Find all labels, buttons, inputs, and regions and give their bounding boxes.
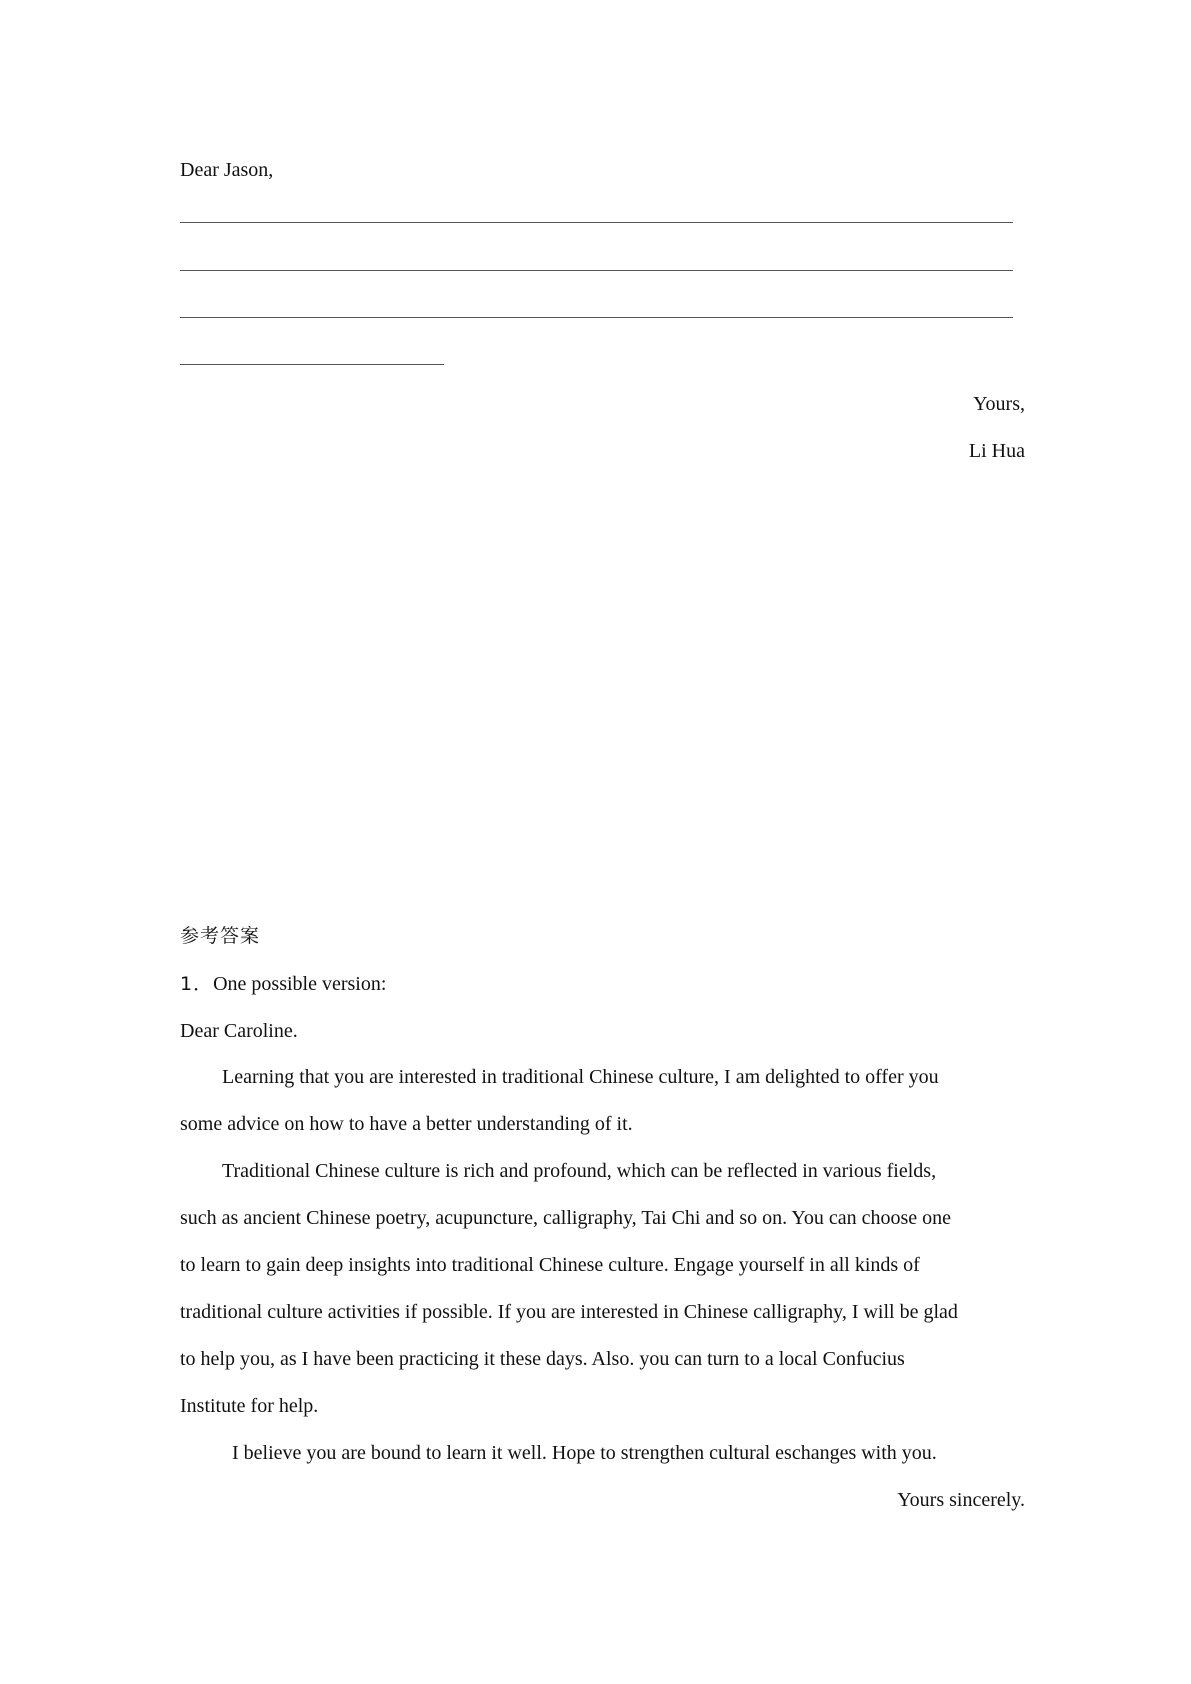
answer-heading: 参考答案 [180,925,261,947]
letter-closing: Yours, [973,393,1025,415]
answer-item-label: One possible version: [213,973,387,995]
answer-item-number: 1． [180,973,214,995]
writing-line-2 [180,270,1013,271]
letter-greeting: Dear Jason, [180,159,274,181]
writing-line-3 [180,317,1013,318]
answer-greeting: Dear Caroline. [180,1020,298,1042]
answer-line-4: such as ancient Chinese poetry, acupuncture, calligraphy, Tai Chi and so on. You can choose one [180,1207,951,1229]
writing-line-4 [180,364,444,365]
answer-line-3: Traditional Chinese culture is rich and profound, which can be reflected in various fields, [222,1160,937,1182]
answer-line-7: to help you, as I have been practicing it these days. Also. you can turn to a local Confucius [180,1348,905,1370]
answer-line-1: Learning that you are interested in traditional Chinese culture, I am delighted to offer you [222,1066,939,1088]
writing-line-1 [180,222,1013,223]
answer-line-6: traditional culture activities if possible. If you are interested in Chinese calligraphy, I will be glad [180,1301,958,1323]
answer-closing: Yours sincerely. [897,1489,1025,1511]
answer-line-8: Institute for help. [180,1395,319,1417]
answer-line-2: some advice on how to have a better understanding of it. [180,1113,633,1135]
answer-line-5: to learn to gain deep insights into traditional Chinese culture. Engage yourself in all kinds of [180,1254,920,1276]
answer-item [180,970,386,998]
answer-line-9: I believe you are bound to learn it well. Hope to strengthen cultural eschanges with you. [232,1442,937,1464]
letter-signature: Li Hua [968,440,1025,462]
